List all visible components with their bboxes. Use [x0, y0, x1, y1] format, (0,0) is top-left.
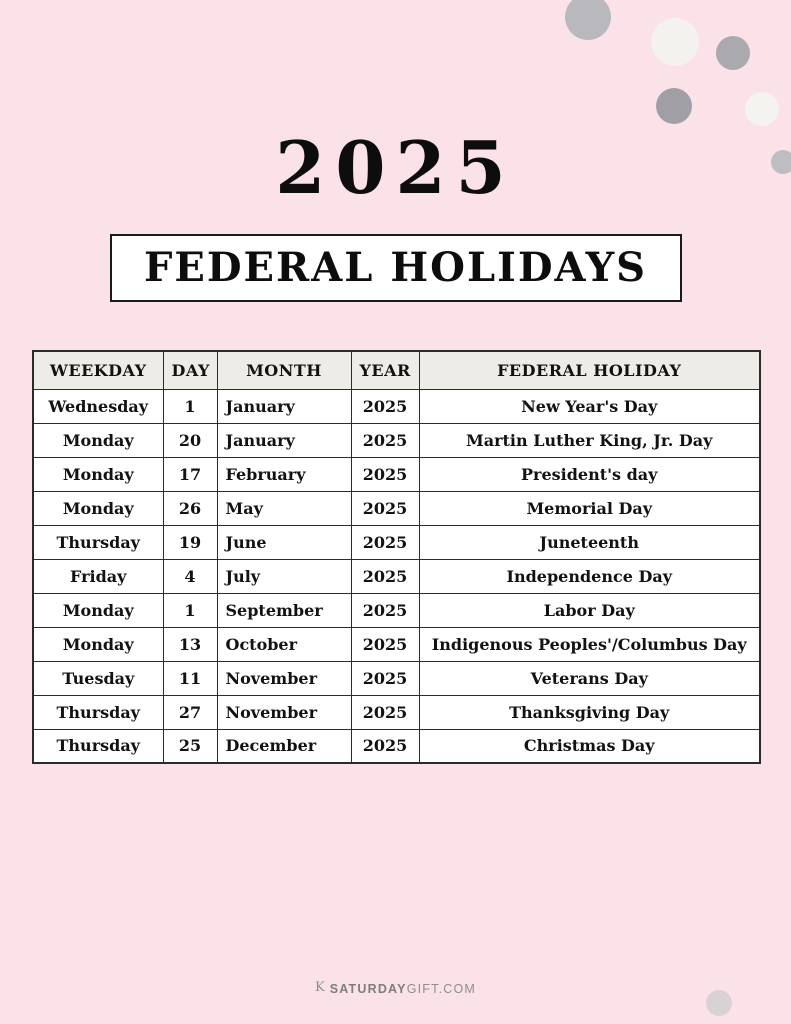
- holidays-table-wrapper: [32, 350, 759, 764]
- table-row: [33, 457, 760, 491]
- cell-weekday: Monday: [33, 491, 163, 525]
- cell-month: January: [217, 389, 351, 423]
- cell-year: 2025: [351, 559, 419, 593]
- cell-weekday: Thursday: [33, 729, 163, 763]
- cell-year: 2025: [351, 457, 419, 491]
- cell-day: 25: [163, 729, 217, 763]
- cell-weekday: Monday: [33, 457, 163, 491]
- cell-month: February: [217, 457, 351, 491]
- cell-holiday: Thanksgiving Day: [419, 695, 760, 729]
- footer-brand-text: [330, 982, 476, 996]
- column-header-month: MONTH: [217, 351, 351, 389]
- cell-weekday: Friday: [33, 559, 163, 593]
- cell-holiday: President's day: [419, 457, 760, 491]
- cell-month: May: [217, 491, 351, 525]
- table-head: [33, 351, 760, 389]
- cell-weekday: Monday: [33, 593, 163, 627]
- table-row: [33, 525, 760, 559]
- cell-day: 17: [163, 457, 217, 491]
- cell-holiday: Juneteenth: [419, 525, 760, 559]
- footer-branding: [0, 981, 791, 996]
- cell-day: 11: [163, 661, 217, 695]
- cell-weekday: Monday: [33, 423, 163, 457]
- table-row: [33, 593, 760, 627]
- cell-day: 26: [163, 491, 217, 525]
- cell-holiday: Independence Day: [419, 559, 760, 593]
- cell-day: 13: [163, 627, 217, 661]
- cell-year: 2025: [351, 525, 419, 559]
- cell-month: September: [217, 593, 351, 627]
- cell-holiday: New Year's Day: [419, 389, 760, 423]
- cell-holiday: Labor Day: [419, 593, 760, 627]
- table-row: [33, 695, 760, 729]
- cell-weekday: Thursday: [33, 525, 163, 559]
- footer-brand-bold: SATURDAY: [329, 981, 407, 996]
- cell-holiday: Memorial Day: [419, 491, 760, 525]
- cell-holiday: Indigenous Peoples'/Columbus Day: [419, 627, 760, 661]
- table-row: [33, 491, 760, 525]
- table-row: [33, 389, 760, 423]
- cell-month: June: [217, 525, 351, 559]
- cell-year: 2025: [351, 661, 419, 695]
- table-row: [33, 661, 760, 695]
- cell-day: 1: [163, 593, 217, 627]
- logo-mark-icon: K: [314, 980, 325, 995]
- table-row: [33, 729, 760, 763]
- table-row: [33, 559, 760, 593]
- cell-holiday: Christmas Day: [419, 729, 760, 763]
- page-subtitle: FEDERAL HOLIDAYS: [143, 244, 648, 291]
- cell-weekday: Tuesday: [33, 661, 163, 695]
- cell-year: 2025: [351, 627, 419, 661]
- cell-month: November: [217, 661, 351, 695]
- table-row: [33, 627, 760, 661]
- cell-holiday: Martin Luther King, Jr. Day: [419, 423, 760, 457]
- cell-year: 2025: [351, 491, 419, 525]
- cell-month: October: [217, 627, 351, 661]
- column-header-day: DAY: [163, 351, 217, 389]
- cell-month: July: [217, 559, 351, 593]
- column-header-holiday: FEDERAL HOLIDAY: [419, 351, 760, 389]
- cell-day: 4: [163, 559, 217, 593]
- cell-weekday: Wednesday: [33, 389, 163, 423]
- cell-month: December: [217, 729, 351, 763]
- table-header-row: [33, 351, 760, 389]
- cell-day: 19: [163, 525, 217, 559]
- table-body: [33, 389, 760, 763]
- cell-year: 2025: [351, 423, 419, 457]
- column-header-year: YEAR: [351, 351, 419, 389]
- table-row: [33, 423, 760, 457]
- cell-day: 1: [163, 389, 217, 423]
- column-header-weekday: WEEKDAY: [33, 351, 163, 389]
- cell-year: 2025: [351, 389, 419, 423]
- cell-year: 2025: [351, 593, 419, 627]
- cell-holiday: Veterans Day: [419, 661, 760, 695]
- cell-day: 27: [163, 695, 217, 729]
- federal-holidays-table: [32, 350, 761, 764]
- cell-weekday: Monday: [33, 627, 163, 661]
- cell-month: November: [217, 695, 351, 729]
- footer-brand-rest: GIFT.COM: [406, 981, 477, 996]
- cell-year: 2025: [351, 729, 419, 763]
- page-title-year: 2025: [275, 125, 516, 210]
- cell-weekday: Thursday: [33, 695, 163, 729]
- subtitle-box: [110, 234, 682, 302]
- cell-day: 20: [163, 423, 217, 457]
- cell-month: January: [217, 423, 351, 457]
- cell-year: 2025: [351, 695, 419, 729]
